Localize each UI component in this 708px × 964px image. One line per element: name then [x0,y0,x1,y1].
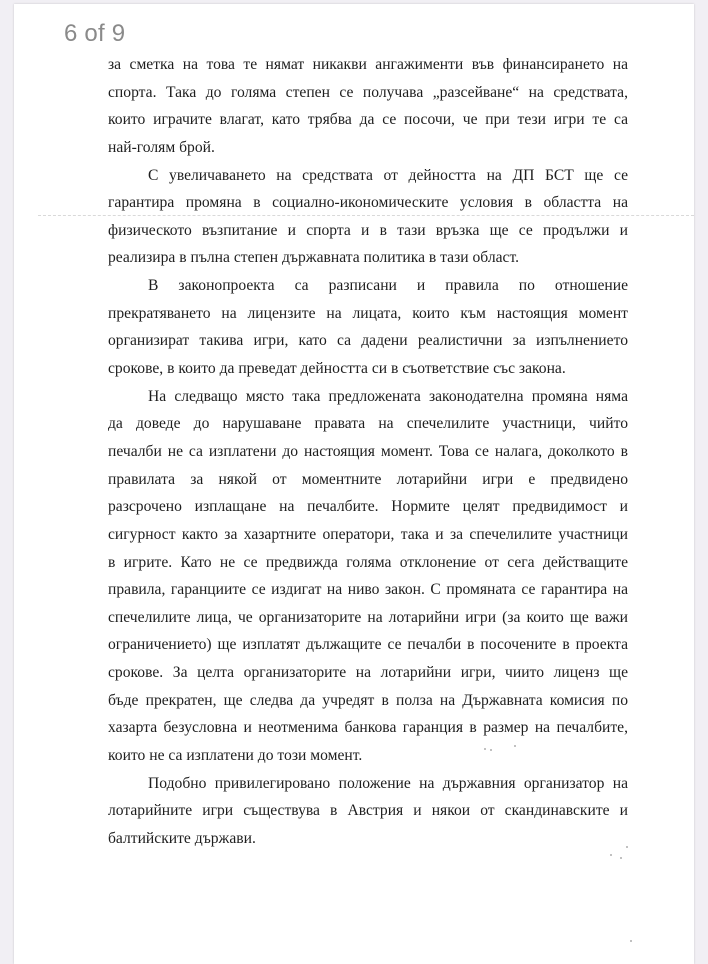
text-line: сигурност както за хазартните оператори, така и за спечелилите участници [108,525,628,543]
scan-speck [490,749,492,751]
text-line: най-голям брой. [108,138,215,156]
paragraph [108,51,628,162]
scan-speck [484,748,486,750]
paragraph [108,162,628,273]
text-line: които не са изплатени до този момент. [108,747,363,765]
text-line: хазарта безусловна и неотменима банкова гаранция в размер на печалбите, [108,719,628,737]
text-line: Подобно привилегировано положение на държавния организатор на [148,774,628,792]
page-indicator: 6 of 9 [58,18,131,50]
text-line: реализира в пълна степен държавната политика в тази област. [108,249,520,267]
text-line: лотарийните игри съществува в Австрия и някои от скандинавските и [108,802,628,820]
paragraph [108,383,628,770]
scan-speck [610,854,612,856]
scan-speck [620,857,622,859]
text-line: ограничението) ще изплатят дължащите се печалби в посочените в проекта [108,636,628,654]
scan-speck [630,940,632,942]
text-line: С увеличаването на средствата от дейността на ДП БСТ ще се [148,166,628,184]
text-line: в игрите. Като не се предвижда голяма отклонение от сега действащите [108,553,628,571]
text-line: В законопроекта са разписани и правила по отношение [148,277,628,295]
document-page [14,4,694,964]
text-line: за сметка на това те нямат никакви ангажименти във финансирането на [108,56,628,73]
text-line: правилата за някой от моментните лотарийни игри е предвидено [108,470,628,488]
text-line: срокове, в които да преведат дейността си в съответствие със закона. [108,360,566,378]
scan-speck [514,745,516,747]
text-line: На следващо място така предложената законодателна промяна няма [148,387,628,405]
text-line: бъде прекратен, ще следва да учредят в полза на Държавната комисия по [108,691,628,709]
text-line: прекратяването на лицензите на лицата, които към настоящия момент [108,304,628,322]
text-line: спорта. Така до голяма степен се получава „разсейване“ на средствата, [108,83,628,101]
text-line: спечелилите лица, че организаторите на лотарийни игри (за които ще важи [108,608,628,626]
text-line: балтийските държави. [108,829,256,847]
text-line: да доведе до нарушаване правата на спечелилите участници, чийто [108,415,628,433]
text-line: печалби не са изплатени до настоящия момент. Това се налага, доколкото в [108,442,628,460]
text-line: физическото възпитание и спорта и в тази връзка ще се продължи и [108,221,628,239]
scan-speck [626,846,628,848]
text-line: които играчите влагат, като трябва да се посочи, че при тези игри те са [108,111,628,129]
text-line: разсрочено изплащане на печалбите. Нормите целят предвидимост и [108,498,628,516]
paragraph [108,770,628,853]
text-line: организират такива игри, като са дадени реалистични за изпълнението [108,332,628,350]
text-line: гарантира промяна в социално-икономическите условия в областта на [108,194,628,212]
document-body [108,51,628,853]
text-line: правила, гаранциите се издигат на ниво закон. С промяната се гарантира на [108,581,628,599]
paragraph [108,272,628,383]
text-line: срокове. За целта организаторите на лотарийни игри, чиито лиценз ще [108,664,628,682]
